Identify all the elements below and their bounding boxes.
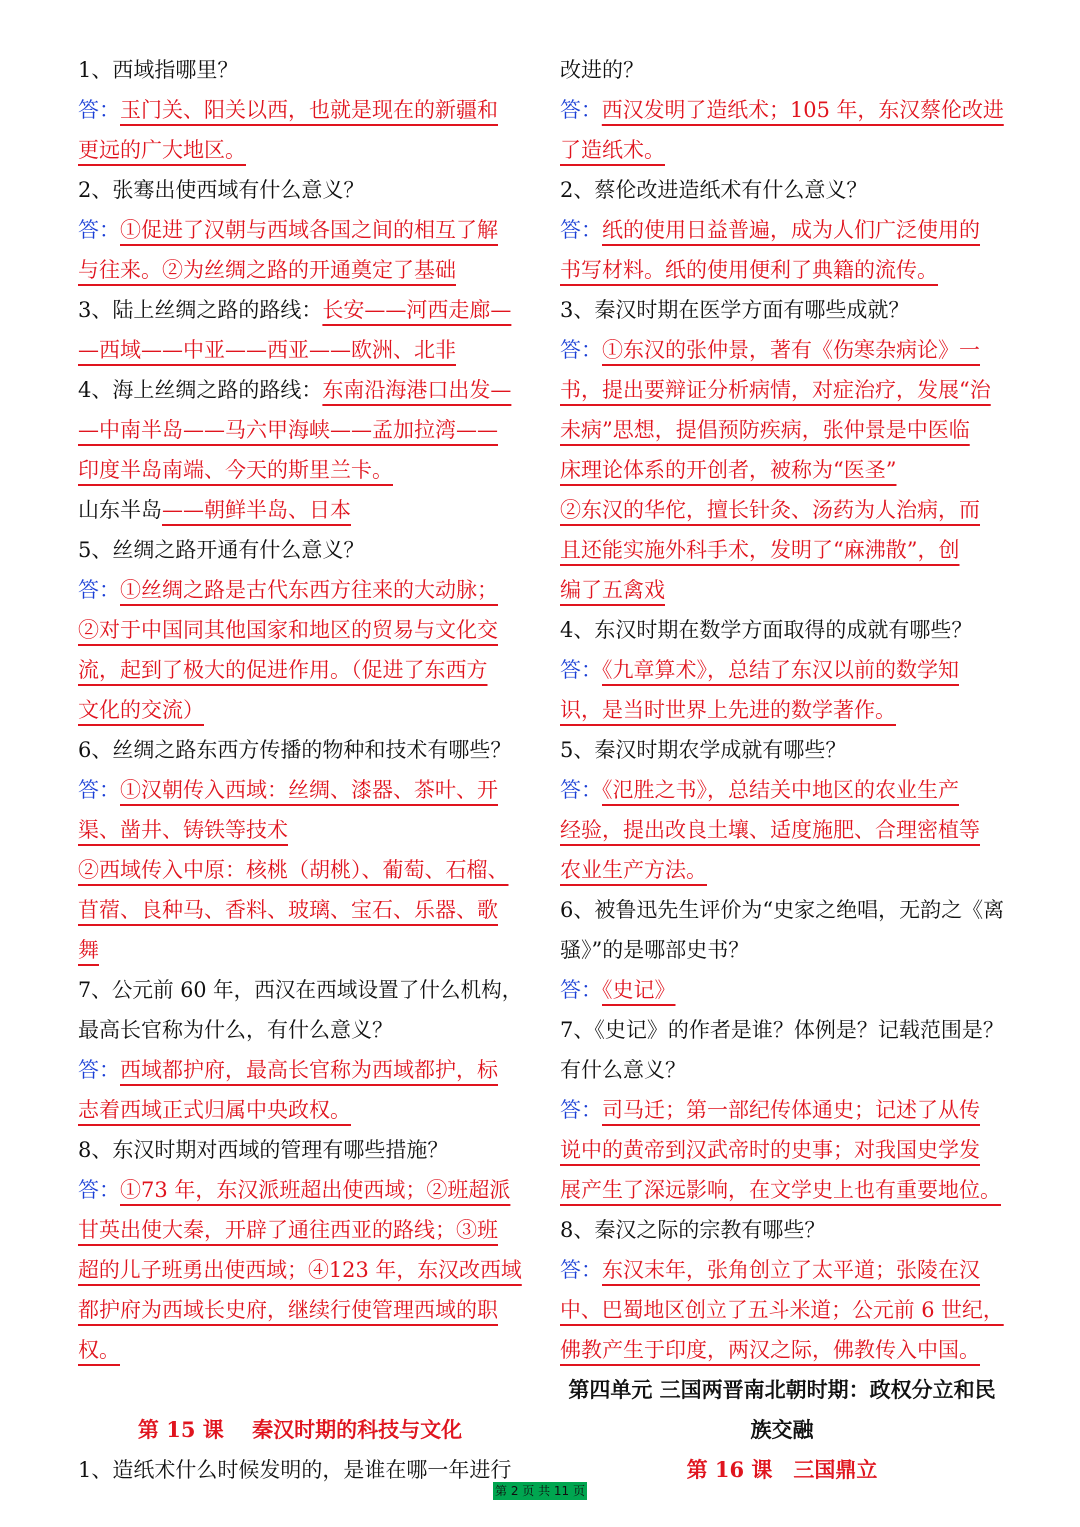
answer-line <box>560 1090 1004 1130</box>
answer-text: 中、巴蜀地区创立了五斗米道；公元前 6 世纪， <box>560 1298 1004 1322</box>
question-line: 8、秦汉之际的宗教有哪些？ <box>560 1218 826 1242</box>
answer-text: ②西域传入中原：核桃（胡桃）、葡萄、石榴、 <box>78 858 509 882</box>
answer-line <box>78 810 522 850</box>
answer-line <box>560 1330 1004 1370</box>
answer-text: 与往来。②为丝绸之路的开通奠定了基础 <box>78 258 456 282</box>
answer-line <box>78 650 522 690</box>
answer-text: 权。 <box>78 1338 120 1362</box>
answer-line <box>78 210 522 250</box>
answer-text: 东汉末年，张角创立了太平道；张陵在汉 <box>602 1258 980 1282</box>
answer-text: 超的儿子班勇出使西域；④123 年，东汉改西域 <box>78 1258 522 1282</box>
answer-text: 西汉发明了造纸术；105 年，东汉蔡伦改进 <box>601 98 1004 122</box>
answer-text: 佛教产生于印度，两汉之际，佛教传入中国。 <box>560 1338 980 1362</box>
question-line: 7、公元前 60 年，西汉在西域设置了什么机构， <box>78 978 523 1002</box>
unit-heading: 第四单元 三国两晋南北朝时期：政权分立和民 <box>568 1377 996 1402</box>
answer-line <box>78 1170 522 1210</box>
answer-text: 编了五禽戏 <box>560 578 665 602</box>
answer-label: 答： <box>560 658 602 682</box>
question-line: 1、西域指哪里？ <box>78 58 239 82</box>
answer-line <box>560 130 1004 170</box>
answer-line <box>560 1290 1004 1330</box>
lesson-heading: 第 16 课 三国鼎立 <box>686 1457 878 1482</box>
answer-line <box>560 90 1004 130</box>
question-line: 6、丝绸之路东西方传播的物种和技术有哪些？ <box>78 738 512 762</box>
answer-text: 都护府为西域长史府，继续行使管理西域的职 <box>78 1298 498 1322</box>
answer-line <box>560 490 1004 530</box>
question-line: 6、被鲁迅先生评价为“史家之绝唱，无韵之《离 <box>560 898 1005 922</box>
answer-text: 苜蓿、良种马、香料、玻璃、宝石、乐器、歌 <box>78 898 498 922</box>
answer-line <box>560 250 1004 290</box>
answer-label: 答： <box>560 1098 602 1122</box>
answer-line <box>78 930 522 970</box>
question-line: 1、造纸术什么时候发明的，是谁在哪一年进行 <box>78 1458 512 1482</box>
answer-line <box>78 770 522 810</box>
answer-text: 书写材料。纸的使用便利了典籍的流传。 <box>560 258 938 282</box>
answer-text: 经验，提出改良土壤、适度施肥、合理密植等 <box>560 818 980 842</box>
question-line: 8、东汉时期对西域的管理有哪些措施？ <box>78 1138 449 1162</box>
answer-text: 渠、凿井、铸铁等技术 <box>78 818 288 842</box>
question-line: 3、秦汉时期在医学方面有哪些成就？ <box>560 298 910 322</box>
question-line: 改进的？ <box>560 58 644 82</box>
answer-label: 答： <box>78 778 120 802</box>
answer-text: ②东汉的华佗，擅长针灸、汤药为人治病，而 <box>560 498 980 522</box>
answer-text: 甘英出使大秦，开辟了通往西亚的路线；③班 <box>78 1218 498 1242</box>
answer-text: 流，起到了极大的促进作用。（促进了东西方 <box>78 658 488 682</box>
answer-line <box>78 1290 522 1330</box>
answer-text: ①促进了汉朝与西域各国之间的相互了解 <box>120 218 498 242</box>
answer-text: 更远的广大地区。 <box>78 138 246 162</box>
answer-text: 东南沿海港口出发— <box>322 378 512 402</box>
answer-line <box>78 610 522 650</box>
answer-label: 答： <box>78 98 120 122</box>
answer-line <box>560 330 1004 370</box>
answer-text: 舞 <box>78 938 99 962</box>
answer-text: 纸的使用日益普遍，成为人们广泛使用的 <box>602 218 980 242</box>
answer-text: 未病”思想，提倡预防疾病，张仲景是中医临 <box>560 418 970 442</box>
answer-label: 答： <box>560 1258 602 1282</box>
answer-text: 《史记》 <box>602 978 676 1002</box>
question-line: 5、丝绸之路开通有什么意义？ <box>78 538 365 562</box>
answer-text: 农业生产方法。 <box>560 858 707 882</box>
answer-text: ——朝鲜半岛、日本 <box>162 498 351 522</box>
answer-label: 答： <box>78 1058 120 1082</box>
answer-line <box>560 210 1004 250</box>
answer-line <box>78 130 522 170</box>
question-answer-line <box>78 370 522 410</box>
answer-text: 文化的交流） <box>78 698 204 722</box>
question-line: 骚》”的是哪部史书？ <box>560 938 750 962</box>
answer-line <box>78 250 522 290</box>
answer-line <box>560 530 1004 570</box>
answer-line <box>78 1330 522 1370</box>
answer-line <box>560 370 1004 410</box>
answer-text: 展产生了深远影响，在文学史上也有重要地位。 <box>560 1178 1001 1202</box>
question-answer-line <box>78 490 522 530</box>
answer-line <box>78 330 522 370</box>
answer-line <box>78 1090 522 1130</box>
page-number-footer: 第 2 页 共 11 页 <box>493 1482 587 1500</box>
answer-text: 玉门关、阳关以西，也就是现在的新疆和 <box>120 98 498 122</box>
answer-text: 长安——河西走廊— <box>322 298 512 322</box>
question-line: 7、《史记》的作者是谁？体例是？记载范围是？ <box>560 1018 1004 1042</box>
answer-label: 答： <box>560 218 602 242</box>
question-text: 山东半岛 <box>78 498 162 522</box>
answer-label: 答： <box>560 338 602 362</box>
answer-text: 印度半岛南端、今天的斯里兰卡。 <box>78 458 393 482</box>
answer-text: 床理论体系的开创者，被称为“医圣” <box>560 458 897 482</box>
answer-line <box>560 570 1004 610</box>
answer-line <box>560 770 1004 810</box>
answer-line <box>560 850 1004 890</box>
answer-line <box>78 850 522 890</box>
answer-label: 答： <box>560 778 602 802</box>
question-line: 2、张骞出使西域有什么意义？ <box>78 178 365 202</box>
answer-line <box>560 1130 1004 1170</box>
answer-line <box>560 690 1004 730</box>
answer-line <box>78 90 522 130</box>
answer-text: 《九章算术》，总结了东汉以前的数学知 <box>602 658 959 682</box>
answer-label: 答： <box>560 978 602 1002</box>
answer-label: 答： <box>78 1178 120 1202</box>
question-line: 最高长官称为什么，有什么意义？ <box>78 1018 393 1042</box>
answer-text: —中南半岛——马六甲海峡——孟加拉湾—— <box>78 418 498 442</box>
answer-text: 《氾胜之书》，总结关中地区的农业生产 <box>602 778 959 802</box>
lesson-heading: 第 15 课 秦汉时期的科技与文化 <box>137 1417 463 1442</box>
answer-line <box>78 1250 522 1290</box>
answer-line <box>78 690 522 730</box>
answer-text: 说中的黄帝到汉武帝时的史事；对我国史学发 <box>560 1138 980 1162</box>
answer-line <box>560 810 1004 850</box>
answer-text: 且还能实施外科手术，发明了“麻沸散”，创 <box>560 538 960 562</box>
answer-text: 了造纸术。 <box>560 138 665 162</box>
question-text: 4、海上丝绸之路的路线： <box>78 378 323 402</box>
answer-line <box>78 1050 522 1090</box>
answer-text: ①73 年，东汉派班超出使西域；②班超派 <box>120 1178 511 1202</box>
question-line: 5、秦汉时期农学成就有哪些？ <box>560 738 847 762</box>
question-text: 3、陆上丝绸之路的路线： <box>78 298 323 322</box>
answer-text: 志着西域正式归属中央政权。 <box>78 1098 351 1122</box>
answer-line <box>560 410 1004 450</box>
unit-heading: 族交融 <box>750 1417 814 1442</box>
answer-text: —西域——中亚——西亚——欧洲、北非 <box>78 338 456 362</box>
question-answer-line <box>78 290 522 330</box>
answer-text: 识，是当时世界上先进的数学著作。 <box>560 698 896 722</box>
answer-line <box>78 570 522 610</box>
answer-line <box>560 450 1004 490</box>
answer-line <box>560 1170 1004 1210</box>
question-line: 4、东汉时期在数学方面取得的成就有哪些？ <box>560 618 973 642</box>
answer-label: 答： <box>560 98 602 122</box>
left-column <box>78 50 522 1490</box>
spacer <box>78 1370 522 1410</box>
question-line: 有什么意义？ <box>560 1058 686 1082</box>
question-line: 2、蔡伦改进造纸术有什么意义？ <box>560 178 868 202</box>
answer-line <box>560 970 1004 1010</box>
answer-line <box>78 410 522 450</box>
answer-text: ①东汉的张仲景，著有《伤寒杂病论》一 <box>602 338 980 362</box>
answer-line <box>560 1250 1004 1290</box>
answer-text: ①汉朝传入西域：丝绸、漆器、茶叶、开 <box>120 778 498 802</box>
answer-label: 答： <box>78 218 120 242</box>
answer-line <box>78 1210 522 1250</box>
right-column <box>560 50 1004 1490</box>
answer-text: ②对于中国同其他国家和地区的贸易与文化交 <box>78 618 498 642</box>
answer-text: 西域都护府，最高长官称为西域都护，标 <box>120 1058 498 1082</box>
answer-line <box>560 650 1004 690</box>
answer-text: 司马迁；第一部纪传体通史；记述了从传 <box>602 1098 980 1122</box>
answer-text: 书，提出要辩证分析病情，对症治疗，发展“治 <box>560 378 991 402</box>
answer-line <box>78 890 522 930</box>
answer-line <box>78 450 522 490</box>
answer-label: 答： <box>78 578 120 602</box>
answer-text: ①丝绸之路是古代东西方往来的大动脉； <box>120 578 498 602</box>
